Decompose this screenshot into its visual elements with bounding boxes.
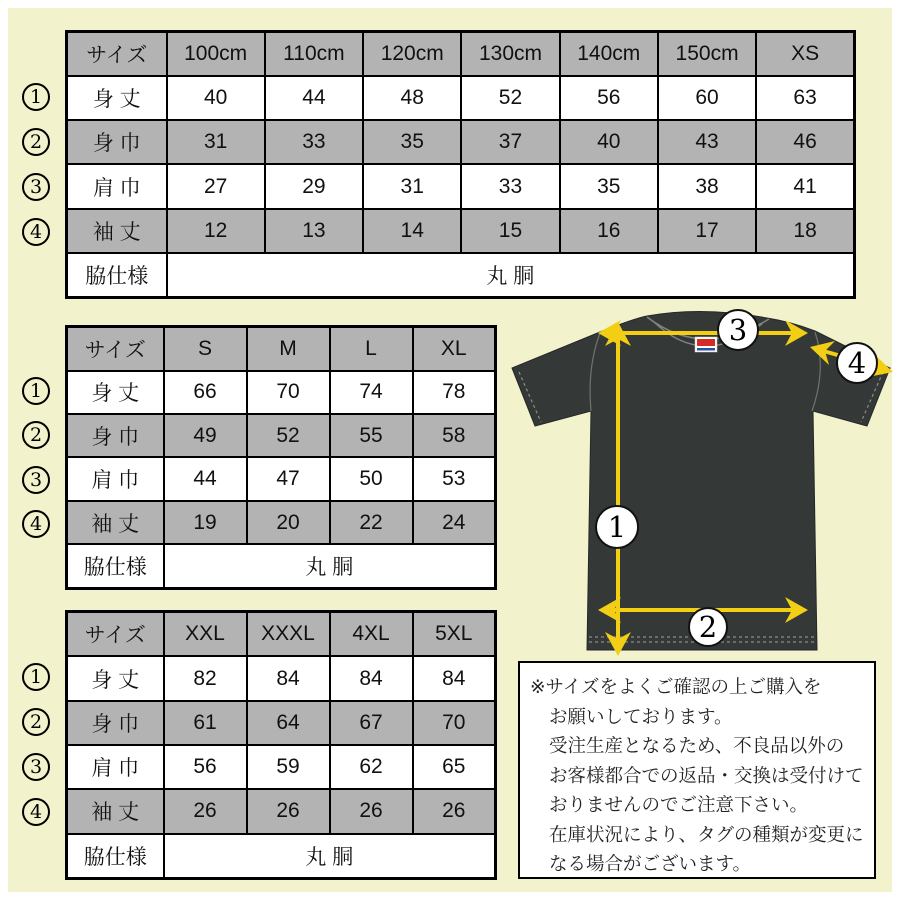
size-value-cell: 52	[461, 76, 559, 120]
measurement-row-label: 袖 丈	[67, 789, 164, 833]
size-value-cell: 26	[247, 789, 330, 833]
size-value-cell: 13	[265, 209, 363, 253]
side-spec-value: 丸 胴	[164, 544, 496, 588]
size-value-cell: 74	[330, 371, 413, 414]
size-column-header: L	[330, 327, 413, 371]
size-value-cell: 70	[413, 701, 496, 745]
note-line: お願いしております。	[549, 705, 733, 727]
marker-body-width: 2	[22, 128, 50, 156]
size-column-header: XL	[413, 327, 496, 371]
size-value-cell: 53	[413, 457, 496, 500]
size-value-cell: 64	[247, 701, 330, 745]
size-value-cell: 35	[363, 120, 461, 164]
note-line: 受注生産となるため、不良品以外の	[549, 735, 845, 756]
size-column-header: 5XL	[413, 612, 496, 657]
size-value-cell: 78	[413, 371, 496, 414]
size-value-cell: 62	[330, 745, 413, 789]
tshirt-measurement-diagram	[505, 306, 897, 658]
side-spec-value: 丸 胴	[164, 834, 496, 879]
size-value-cell: 63	[756, 76, 854, 120]
marker-sleeve-length: 4	[22, 798, 50, 826]
note-line: 在庫状況により、タグの種類が変更に	[549, 823, 864, 845]
measure-badge-1	[596, 506, 638, 548]
measurement-row-label: 肩 巾	[67, 164, 167, 208]
marker-body-width: 2	[22, 708, 50, 736]
size-value-cell: 43	[658, 120, 756, 164]
side-spec-label: 脇仕様	[67, 253, 167, 298]
measurement-row-label: 身 丈	[67, 371, 164, 414]
size-value-cell: 61	[164, 701, 247, 745]
size-value-cell: 26	[164, 789, 247, 833]
size-value-cell: 29	[265, 164, 363, 208]
note-line: おりませんのでご注意下さい。	[549, 794, 809, 815]
size-column-header: XXXL	[247, 612, 330, 657]
note-line: お客様都合での返品・交換は受付けて	[549, 764, 864, 786]
size-value-cell: 44	[265, 76, 363, 120]
svg-text:3: 3	[728, 313, 748, 347]
size-value-cell: 27	[167, 164, 265, 208]
size-column-header: S	[164, 327, 247, 371]
marker-body-length: 1	[22, 377, 50, 405]
measurement-row-label: 身 巾	[67, 701, 164, 745]
size-value-cell: 40	[560, 120, 658, 164]
brand-tag	[695, 337, 717, 352]
size-value-cell: 66	[164, 371, 247, 414]
measurement-row-label: 袖 丈	[67, 209, 167, 253]
marker-body-length: 1	[22, 83, 50, 111]
size-value-cell: 31	[363, 164, 461, 208]
size-value-cell: 16	[560, 209, 658, 253]
size-column-header: 100cm	[167, 32, 265, 77]
size-value-cell: 14	[363, 209, 461, 253]
size-value-cell: 19	[164, 501, 247, 544]
size-value-cell: 67	[330, 701, 413, 745]
note-line: なる場合がございます。	[549, 853, 752, 874]
marker-shoulder-width: 3	[22, 173, 50, 201]
svg-text:2: 2	[698, 610, 718, 644]
measurement-row-label: 肩 巾	[67, 745, 164, 789]
size-column-header: 120cm	[363, 32, 461, 77]
marker-body-length: 1	[22, 663, 50, 691]
size-header-label: サイズ	[67, 612, 164, 657]
measurement-row-label: 身 丈	[67, 656, 164, 700]
size-value-cell: 46	[756, 120, 854, 164]
size-value-cell: 17	[658, 209, 756, 253]
size-value-cell: 56	[164, 745, 247, 789]
size-value-cell: 24	[413, 501, 496, 544]
size-value-cell: 52	[247, 414, 330, 457]
size-value-cell: 58	[413, 414, 496, 457]
size-value-cell: 70	[247, 371, 330, 414]
size-value-cell: 18	[756, 209, 854, 253]
size-value-cell: 47	[247, 457, 330, 500]
measurement-row-label: 肩 巾	[67, 457, 164, 500]
size-value-cell: 65	[413, 745, 496, 789]
measure-badge-4	[837, 343, 877, 383]
marker-body-width: 2	[22, 421, 50, 449]
size-value-cell: 31	[167, 120, 265, 164]
size-value-cell: 40	[167, 76, 265, 120]
marker-shoulder-width: 3	[22, 466, 50, 494]
measurement-row-label: 身 丈	[67, 76, 167, 120]
size-table-adult	[65, 325, 497, 590]
size-value-cell: 50	[330, 457, 413, 500]
size-column-header: XXL	[164, 612, 247, 657]
size-value-cell: 84	[247, 656, 330, 700]
measure-badge-2	[689, 608, 727, 646]
size-value-cell: 41	[756, 164, 854, 208]
svg-text:1: 1	[607, 510, 627, 544]
size-value-cell: 26	[330, 789, 413, 833]
size-value-cell: 38	[658, 164, 756, 208]
marker-sleeve-length: 4	[22, 218, 50, 246]
size-value-cell: 82	[164, 656, 247, 700]
side-spec-value: 丸 胴	[167, 253, 855, 298]
size-value-cell: 37	[461, 120, 559, 164]
size-column-header: 110cm	[265, 32, 363, 77]
size-column-header: 4XL	[330, 612, 413, 657]
side-spec-label: 脇仕様	[67, 834, 164, 879]
size-column-header: 150cm	[658, 32, 756, 77]
size-column-header: 130cm	[461, 32, 559, 77]
purchase-note-box	[518, 661, 876, 879]
size-header-label: サイズ	[67, 327, 164, 371]
side-spec-label: 脇仕様	[67, 544, 164, 588]
size-value-cell: 15	[461, 209, 559, 253]
note-line: ※サイズをよくご確認の上ご購入を	[530, 676, 822, 697]
size-column-header: XS	[756, 32, 854, 77]
size-value-cell: 22	[330, 501, 413, 544]
size-value-cell: 84	[330, 656, 413, 700]
size-value-cell: 12	[167, 209, 265, 253]
size-column-header: M	[247, 327, 330, 371]
size-header-label: サイズ	[67, 32, 167, 77]
measurement-row-label: 身 巾	[67, 120, 167, 164]
size-value-cell: 55	[330, 414, 413, 457]
size-value-cell: 49	[164, 414, 247, 457]
tshirt-silhouette	[512, 311, 890, 650]
marker-shoulder-width: 3	[22, 753, 50, 781]
svg-text:4: 4	[847, 346, 867, 380]
size-value-cell: 59	[247, 745, 330, 789]
size-value-cell: 26	[413, 789, 496, 833]
size-value-cell: 35	[560, 164, 658, 208]
measure-badge-3	[718, 310, 758, 350]
size-table-big	[65, 610, 497, 880]
size-value-cell: 44	[164, 457, 247, 500]
size-value-cell: 33	[461, 164, 559, 208]
size-value-cell: 84	[413, 656, 496, 700]
measurement-row-label: 身 巾	[67, 414, 164, 457]
size-value-cell: 33	[265, 120, 363, 164]
measurement-row-label: 袖 丈	[67, 501, 164, 544]
marker-sleeve-length: 4	[22, 510, 50, 538]
size-column-header: 140cm	[560, 32, 658, 77]
size-value-cell: 48	[363, 76, 461, 120]
size-table-kids	[65, 30, 856, 299]
size-value-cell: 60	[658, 76, 756, 120]
size-value-cell: 20	[247, 501, 330, 544]
size-value-cell: 56	[560, 76, 658, 120]
